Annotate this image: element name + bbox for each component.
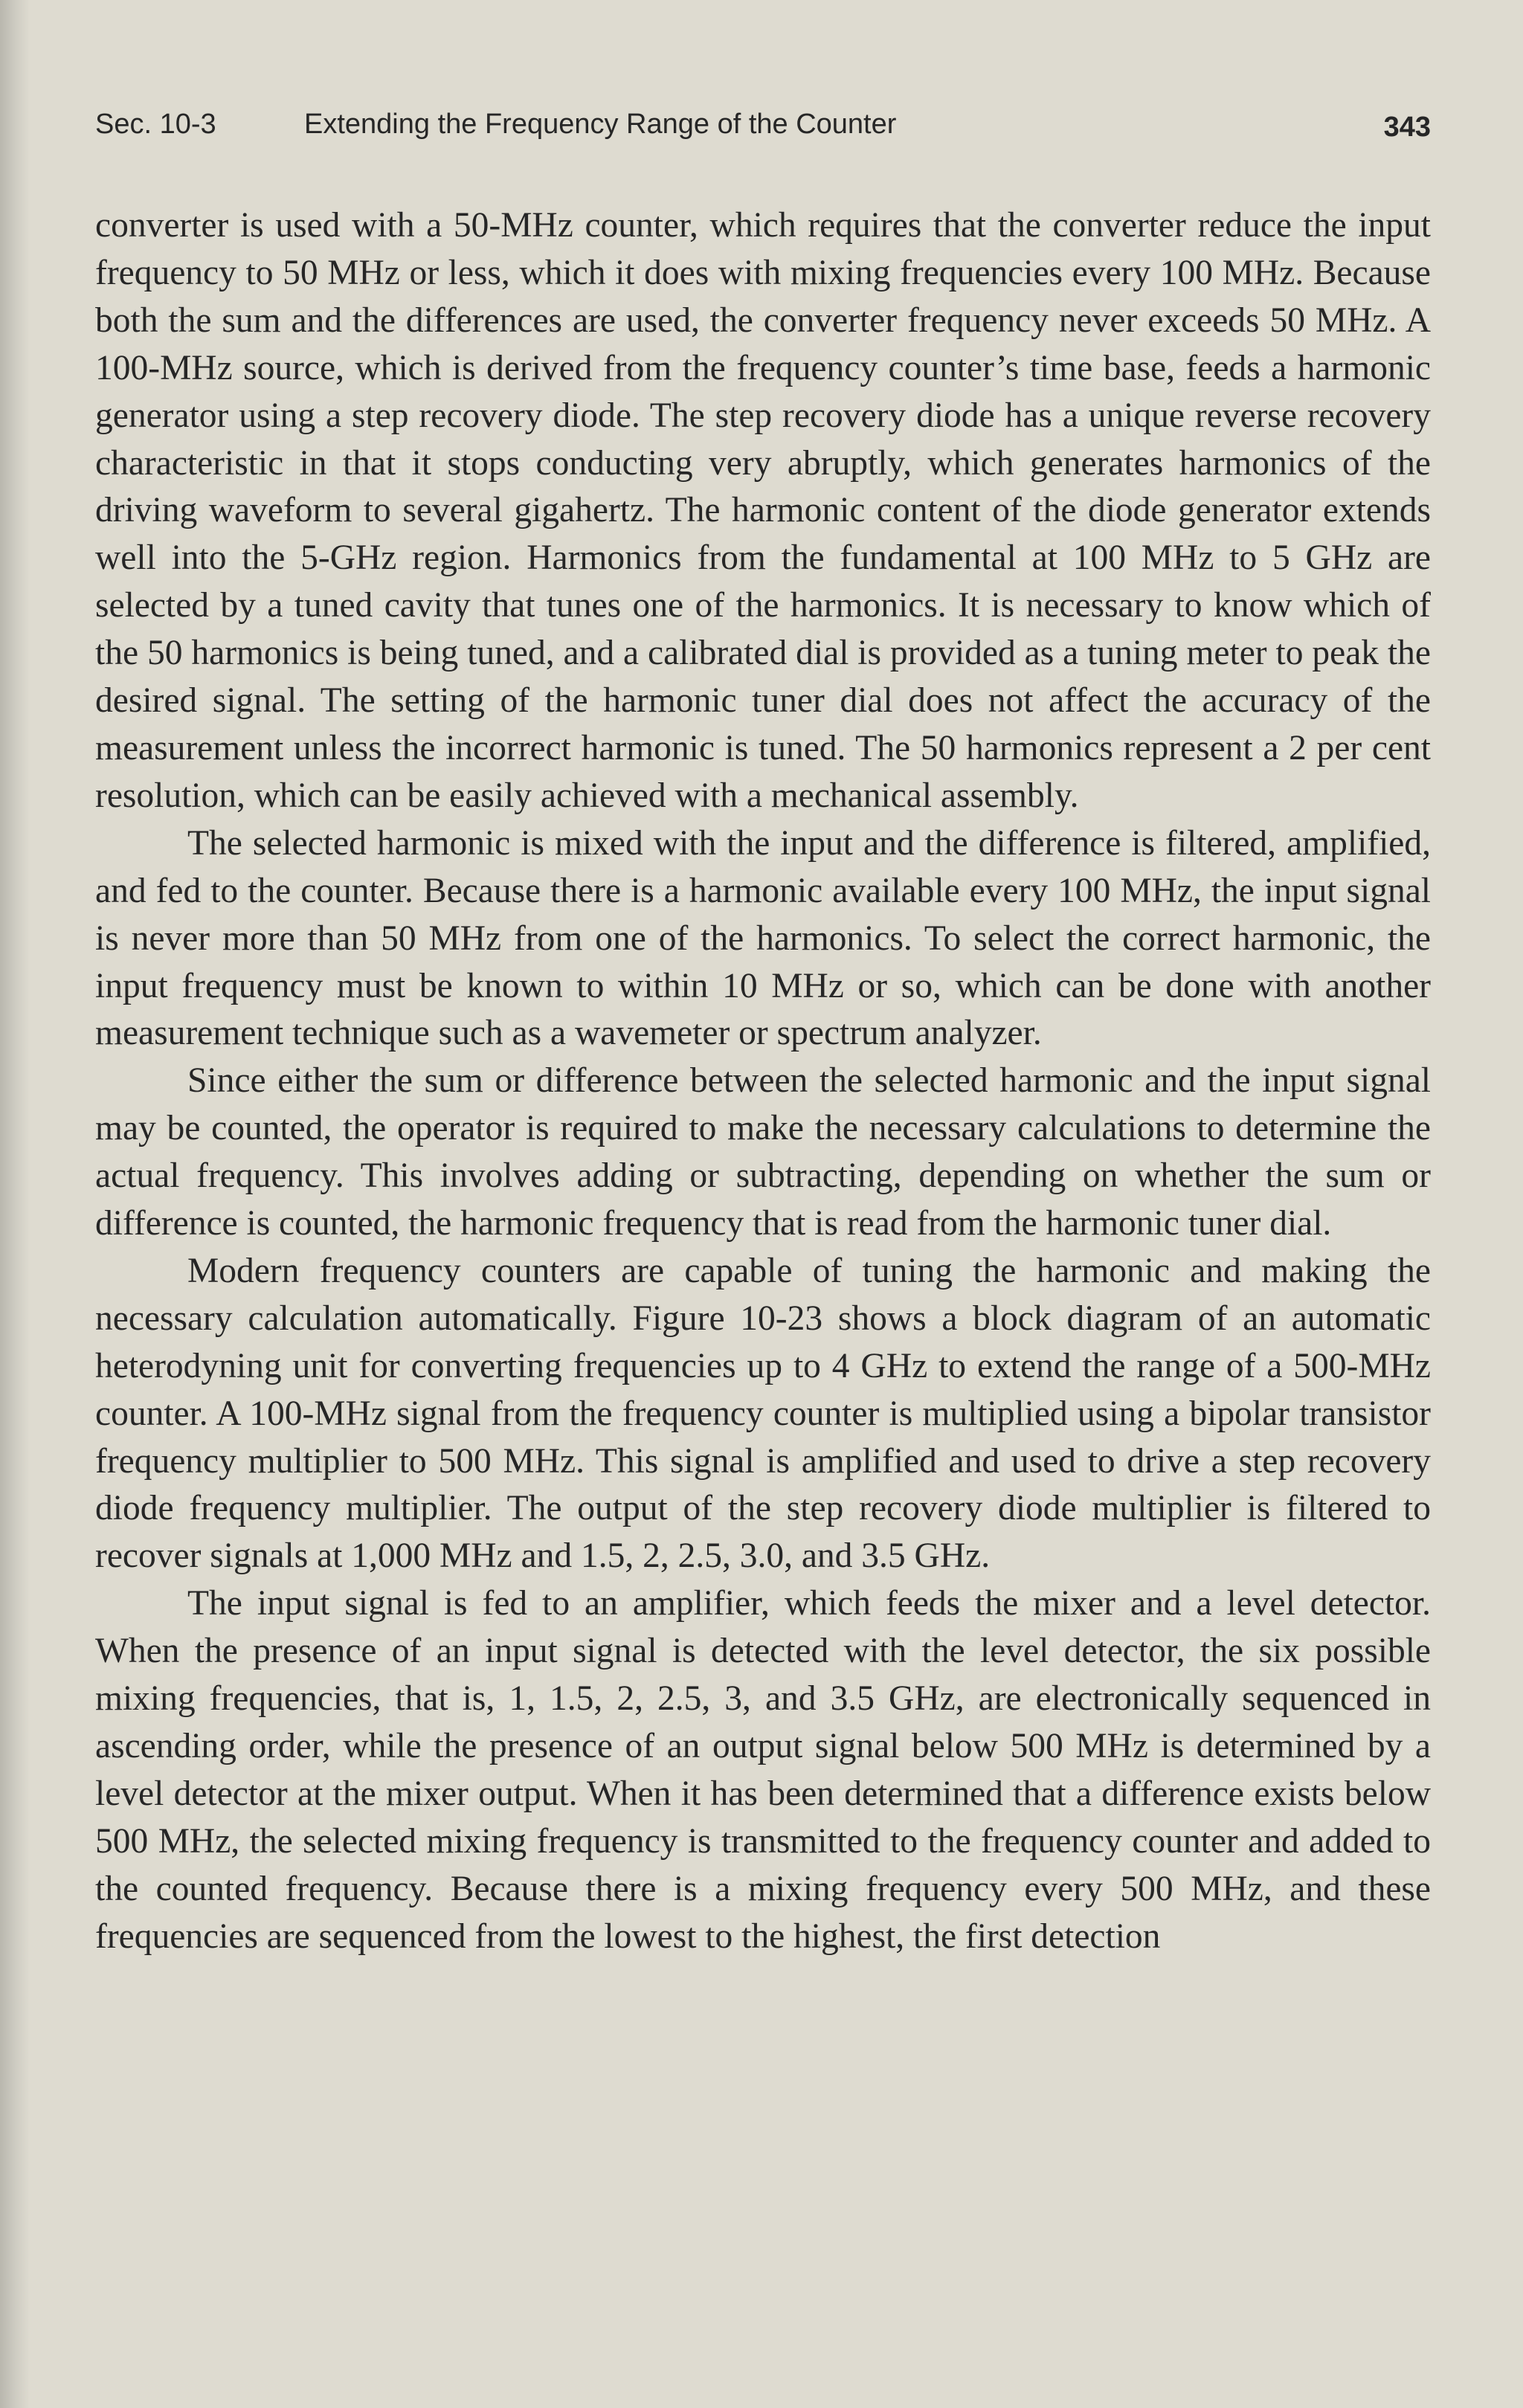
paragraph-continued: converter is used with a 50-MHz counter, which requires that the converter reduce the input frequency to 50 MHz or less, which it does with mixing frequencies every 100 MHz. Because both the sum and the differences are used, the converter frequency never exceeds 50 MHz. A 100-MHz source, which is derived from the frequency counter’s time base, feeds a harmonic generator using a step recovery diode. The step recovery diode has a unique reverse recovery characteristic in that it stops conducting very abruptly, which generates harmonics of the driving waveform to several gigahertz. The harmonic content of the diode generator extends well into the 5-GHz region. Harmonics from the fundamental at 100 MHz to 5 GHz are selected by a tuned cavity that tunes one of the harmonics. It is necessary to know which of the 50 harmonics is being tuned, and a calibrated dial is provided as a tuning meter to peak the desired signal. The setting of the harmonic tuner dial does not affect the accuracy of the measurement unless the incorrect harmonic is tuned. The 50 harmonics represent a 2 per cent resolution, which can be easily achieved with a mechanical assembly. [95, 206, 1431, 815]
paragraph: The selected harmonic is mixed with the input and the difference is filtered, amplified, and fed to the counter. Because there is a harmonic available every 100 MHz, the input signal is never more than 50 MHz from one of the harmonics. To select the correct harmonic, the input frequency must be known to within 10 MHz or so, which can be done with another measurement technique such as a wavemeter or spectrum analyzer. [95, 823, 1431, 1053]
running-head [95, 109, 1431, 146]
body-text [95, 202, 1431, 1961]
section-number: Sec. 10-3 [95, 109, 216, 140]
paragraph: Modern frequency counters are capable of tuning the harmonic and making the necessary calculation automatically. Figure 10-23 shows a block diagram of an automatic heterodyning unit for converting frequencies up to 4 GHz to extend the range of a 500-MHz counter. A 100-MHz signal from the frequency counter is multiplied using a bipolar transistor frequency multiplier to 500 MHz. This signal is amplified and used to drive a step recovery diode frequency multiplier. The output of the step recovery diode multiplier is filtered to recover signals at 1,000 MHz and 1.5, 2, 2.5, 3.0, and 3.5 GHz. [95, 1251, 1431, 1576]
book-spine-shadow [0, 0, 30, 2408]
section-title: Extending the Frequency Range of the Counter [304, 109, 897, 140]
paragraph: The input signal is fed to an amplifier, which feeds the mixer and a level detector. When the presence of an input signal is detected with the level detector, the six possible mixing frequencies, that is, 1, 1.5, 2, 2.5, 3, and 3.5 GHz, are electronically sequenced in ascending order, while the presence of an output signal below 500 MHz is determined by a level detector at the mixer output. When it has been determined that a difference exists below 500 MHz, the selected mixing frequency is transmitted to the frequency counter and added to the counted frequency. Because there is a mixing frequency every 500 MHz, and these frequencies are sequenced from the lowest to the highest, the first detection [95, 1584, 1431, 1956]
paragraph: Since either the sum or difference between the selected harmonic and the input signal may be counted, the operator is required to make the necessary calculations to determine the actual frequency. This involves adding or subtracting, depending on whether the sum or difference is counted, the harmonic frequency that is read from the harmonic tuner dial. [95, 1061, 1431, 1243]
page-number: 343 [1383, 112, 1431, 143]
